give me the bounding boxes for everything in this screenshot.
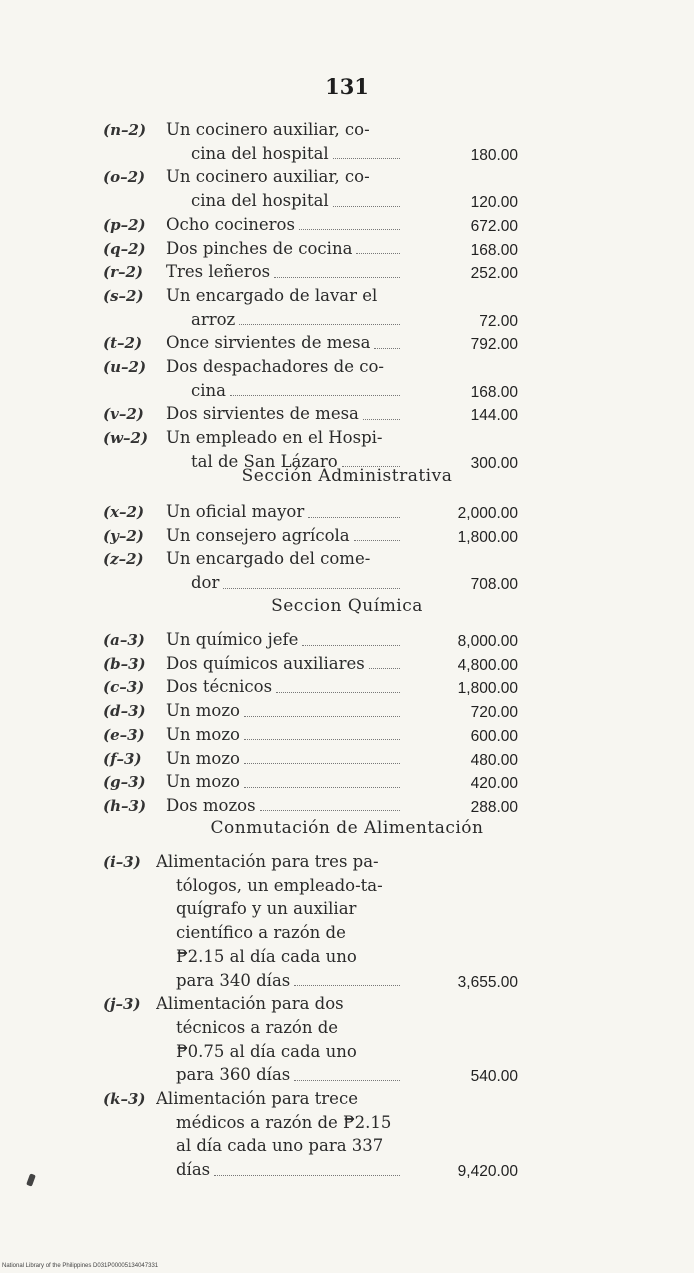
entry-code: (o–2) [103, 168, 146, 187]
entry-code: (e–3) [103, 725, 145, 744]
entry-code: (f–3) [103, 749, 142, 768]
dot-leader [260, 810, 400, 811]
entry-description-line: Un mozo [166, 747, 402, 771]
entry-code: (s–2) [103, 286, 144, 305]
entry-description-line: Alimentación para tres pa- [156, 852, 379, 871]
dot-leader [239, 324, 400, 325]
entry-description-line: Ocho cocineros [166, 213, 402, 237]
section-heading-quimica: Seccion Química [271, 596, 423, 616]
entry-description-line: al día cada uno para 337 [176, 1136, 384, 1156]
entry-description-line: técnicos a razón de [176, 1017, 339, 1037]
entry-description-line: cina del hospital [191, 189, 402, 213]
dot-leader [302, 645, 400, 646]
entry-amount: 540.00 [470, 1068, 518, 1086]
entry-description-line: cina [191, 379, 402, 403]
dot-leader [356, 253, 400, 254]
entry-amount: 2,000.00 [457, 505, 518, 522]
entry-code: (h–3) [103, 796, 147, 815]
entry-code: (u–2) [103, 358, 147, 376]
dot-leader [230, 395, 400, 396]
entry-amount: 1,800.00 [457, 528, 518, 546]
dot-leader [274, 277, 400, 278]
entry-code: (v–2) [103, 405, 144, 424]
dot-leader [354, 540, 400, 541]
entry-description-line: Dos técnicos [166, 675, 402, 699]
entry-code: (r–2) [103, 263, 144, 282]
entry-code: (y–2) [103, 526, 144, 545]
entry-description-line: médicos a razón de ₱2.15 [176, 1112, 392, 1132]
entry-amount: 708.00 [470, 576, 518, 594]
entry-description-line: Once sirvientes de mesa [166, 331, 402, 355]
dot-leader [223, 588, 400, 589]
dot-leader [294, 985, 400, 986]
entry-amount: 144.00 [470, 407, 518, 425]
entry-code: (q–2) [103, 239, 146, 258]
entry-amount: 252.00 [470, 265, 518, 283]
entry-code: (k–3) [103, 1090, 146, 1108]
entry-amount: 480.00 [470, 751, 518, 769]
entry-description-line: Un mozo [166, 723, 402, 747]
entry-description-line: Alimentación para dos [156, 994, 344, 1014]
dot-leader [369, 668, 400, 669]
entry-description-line: Un encargado de lavar el [166, 285, 378, 305]
entry-code: (j–3) [103, 995, 141, 1014]
entry-amount: 600.00 [470, 727, 518, 745]
entry-description-line: ₱0.75 al día cada uno [176, 1041, 357, 1061]
entry-code: (p–2) [103, 215, 146, 234]
dot-leader [308, 517, 400, 518]
section-heading-administrativa: Sección Administrativa [241, 466, 453, 486]
entry-description-line: quígrafo y un auxiliar [176, 899, 357, 919]
ink-speck [26, 1173, 36, 1186]
entry-description-line: Un mozo [166, 699, 402, 723]
dot-leader [374, 348, 400, 349]
entry-description-line: ₱2.15 al día cada uno [176, 946, 357, 966]
entry-code: (i–3) [103, 853, 141, 871]
entry-description-line: Un mozo [166, 770, 402, 794]
entry-description-line: Dos despachadores de co- [166, 357, 384, 376]
dot-leader [363, 419, 400, 420]
entry-code: (d–3) [103, 702, 146, 721]
dot-leader [244, 787, 400, 788]
entry-description-line: Dos pinches de cocina [166, 237, 402, 261]
entry-code: (z–2) [103, 550, 144, 569]
entry-amount: 120.00 [470, 194, 518, 212]
page-number: 131 [325, 74, 369, 99]
dot-leader [244, 763, 400, 764]
entry-description-line: Dos sirvientes de mesa [166, 402, 402, 426]
entry-description-line: cina del hospital [191, 142, 402, 166]
dot-leader [214, 1175, 400, 1176]
entry-amount: 4,800.00 [457, 656, 518, 674]
dot-leader [333, 158, 400, 159]
entry-code: (w–2) [103, 429, 149, 448]
entry-amount: 9,420.00 [457, 1163, 518, 1181]
entry-amount: 288.00 [470, 798, 518, 816]
dot-leader [244, 739, 400, 740]
entry-amount: 792.00 [470, 336, 518, 354]
dot-leader [276, 692, 400, 693]
entry-amount: 8,000.00 [457, 633, 518, 650]
entry-amount: 420.00 [470, 775, 518, 793]
entry-amount: 720.00 [470, 704, 518, 722]
section-heading-conmutacion: Conmutación de Alimentación [210, 818, 484, 838]
entry-code: (a–3) [103, 631, 145, 649]
entry-description-line: arroz [191, 308, 402, 332]
entry-amount: 3,655.00 [457, 973, 518, 991]
entry-code: (b–3) [103, 654, 146, 673]
entry-description-line: científico a razón de [176, 923, 346, 943]
dot-leader [294, 1080, 400, 1081]
entry-description-line: tal de San Lázaro [191, 450, 402, 474]
entry-amount: 1,800.00 [457, 680, 518, 698]
entry-amount: 168.00 [470, 383, 518, 401]
entry-description-line: Dos mozos [166, 794, 402, 818]
entry-amount: 180.00 [470, 146, 518, 164]
entry-description-line: Un oficial mayor [166, 500, 402, 524]
entry-description-line: Un cocinero auxiliar, co- [166, 167, 370, 187]
entry-code: (x–2) [103, 503, 145, 521]
entry-description-line: días [176, 1158, 402, 1182]
entry-code: (n–2) [103, 121, 147, 139]
entry-amount: 168.00 [470, 241, 518, 259]
dot-leader [244, 716, 400, 717]
entry-description-line: Un consejero agrícola [166, 524, 402, 548]
entry-description-line: Alimentación para trece [156, 1089, 358, 1108]
entry-amount: 300.00 [470, 454, 518, 472]
entry-code: (g–3) [103, 773, 146, 792]
entry-amount: 72.00 [479, 312, 518, 330]
entry-description-line: Un químico jefe [166, 628, 402, 652]
entry-description-line: Dos químicos auxiliares [166, 652, 402, 676]
entry-description-line: para 360 días [176, 1063, 402, 1087]
dot-leader [299, 229, 400, 230]
entry-code: (c–3) [103, 678, 145, 697]
entry-description-line: tólogos, un empleado-ta- [176, 875, 383, 895]
footer-imprint: National Library of the Philippines D031P00005134047331 [2, 1263, 159, 1269]
entry-description-line: Un empleado en el Hospi- [166, 428, 383, 448]
entry-description-line: dor [191, 571, 402, 595]
entry-description-line: para 340 días [176, 969, 402, 993]
entry-description-line: Tres leñeros [166, 260, 402, 284]
entry-description-line: Un encargado del come- [166, 549, 371, 569]
entry-amount: 672.00 [470, 217, 518, 235]
entry-description-line: Un cocinero auxiliar, co- [166, 120, 370, 139]
entry-code: (t–2) [103, 334, 143, 353]
dot-leader [333, 206, 400, 207]
